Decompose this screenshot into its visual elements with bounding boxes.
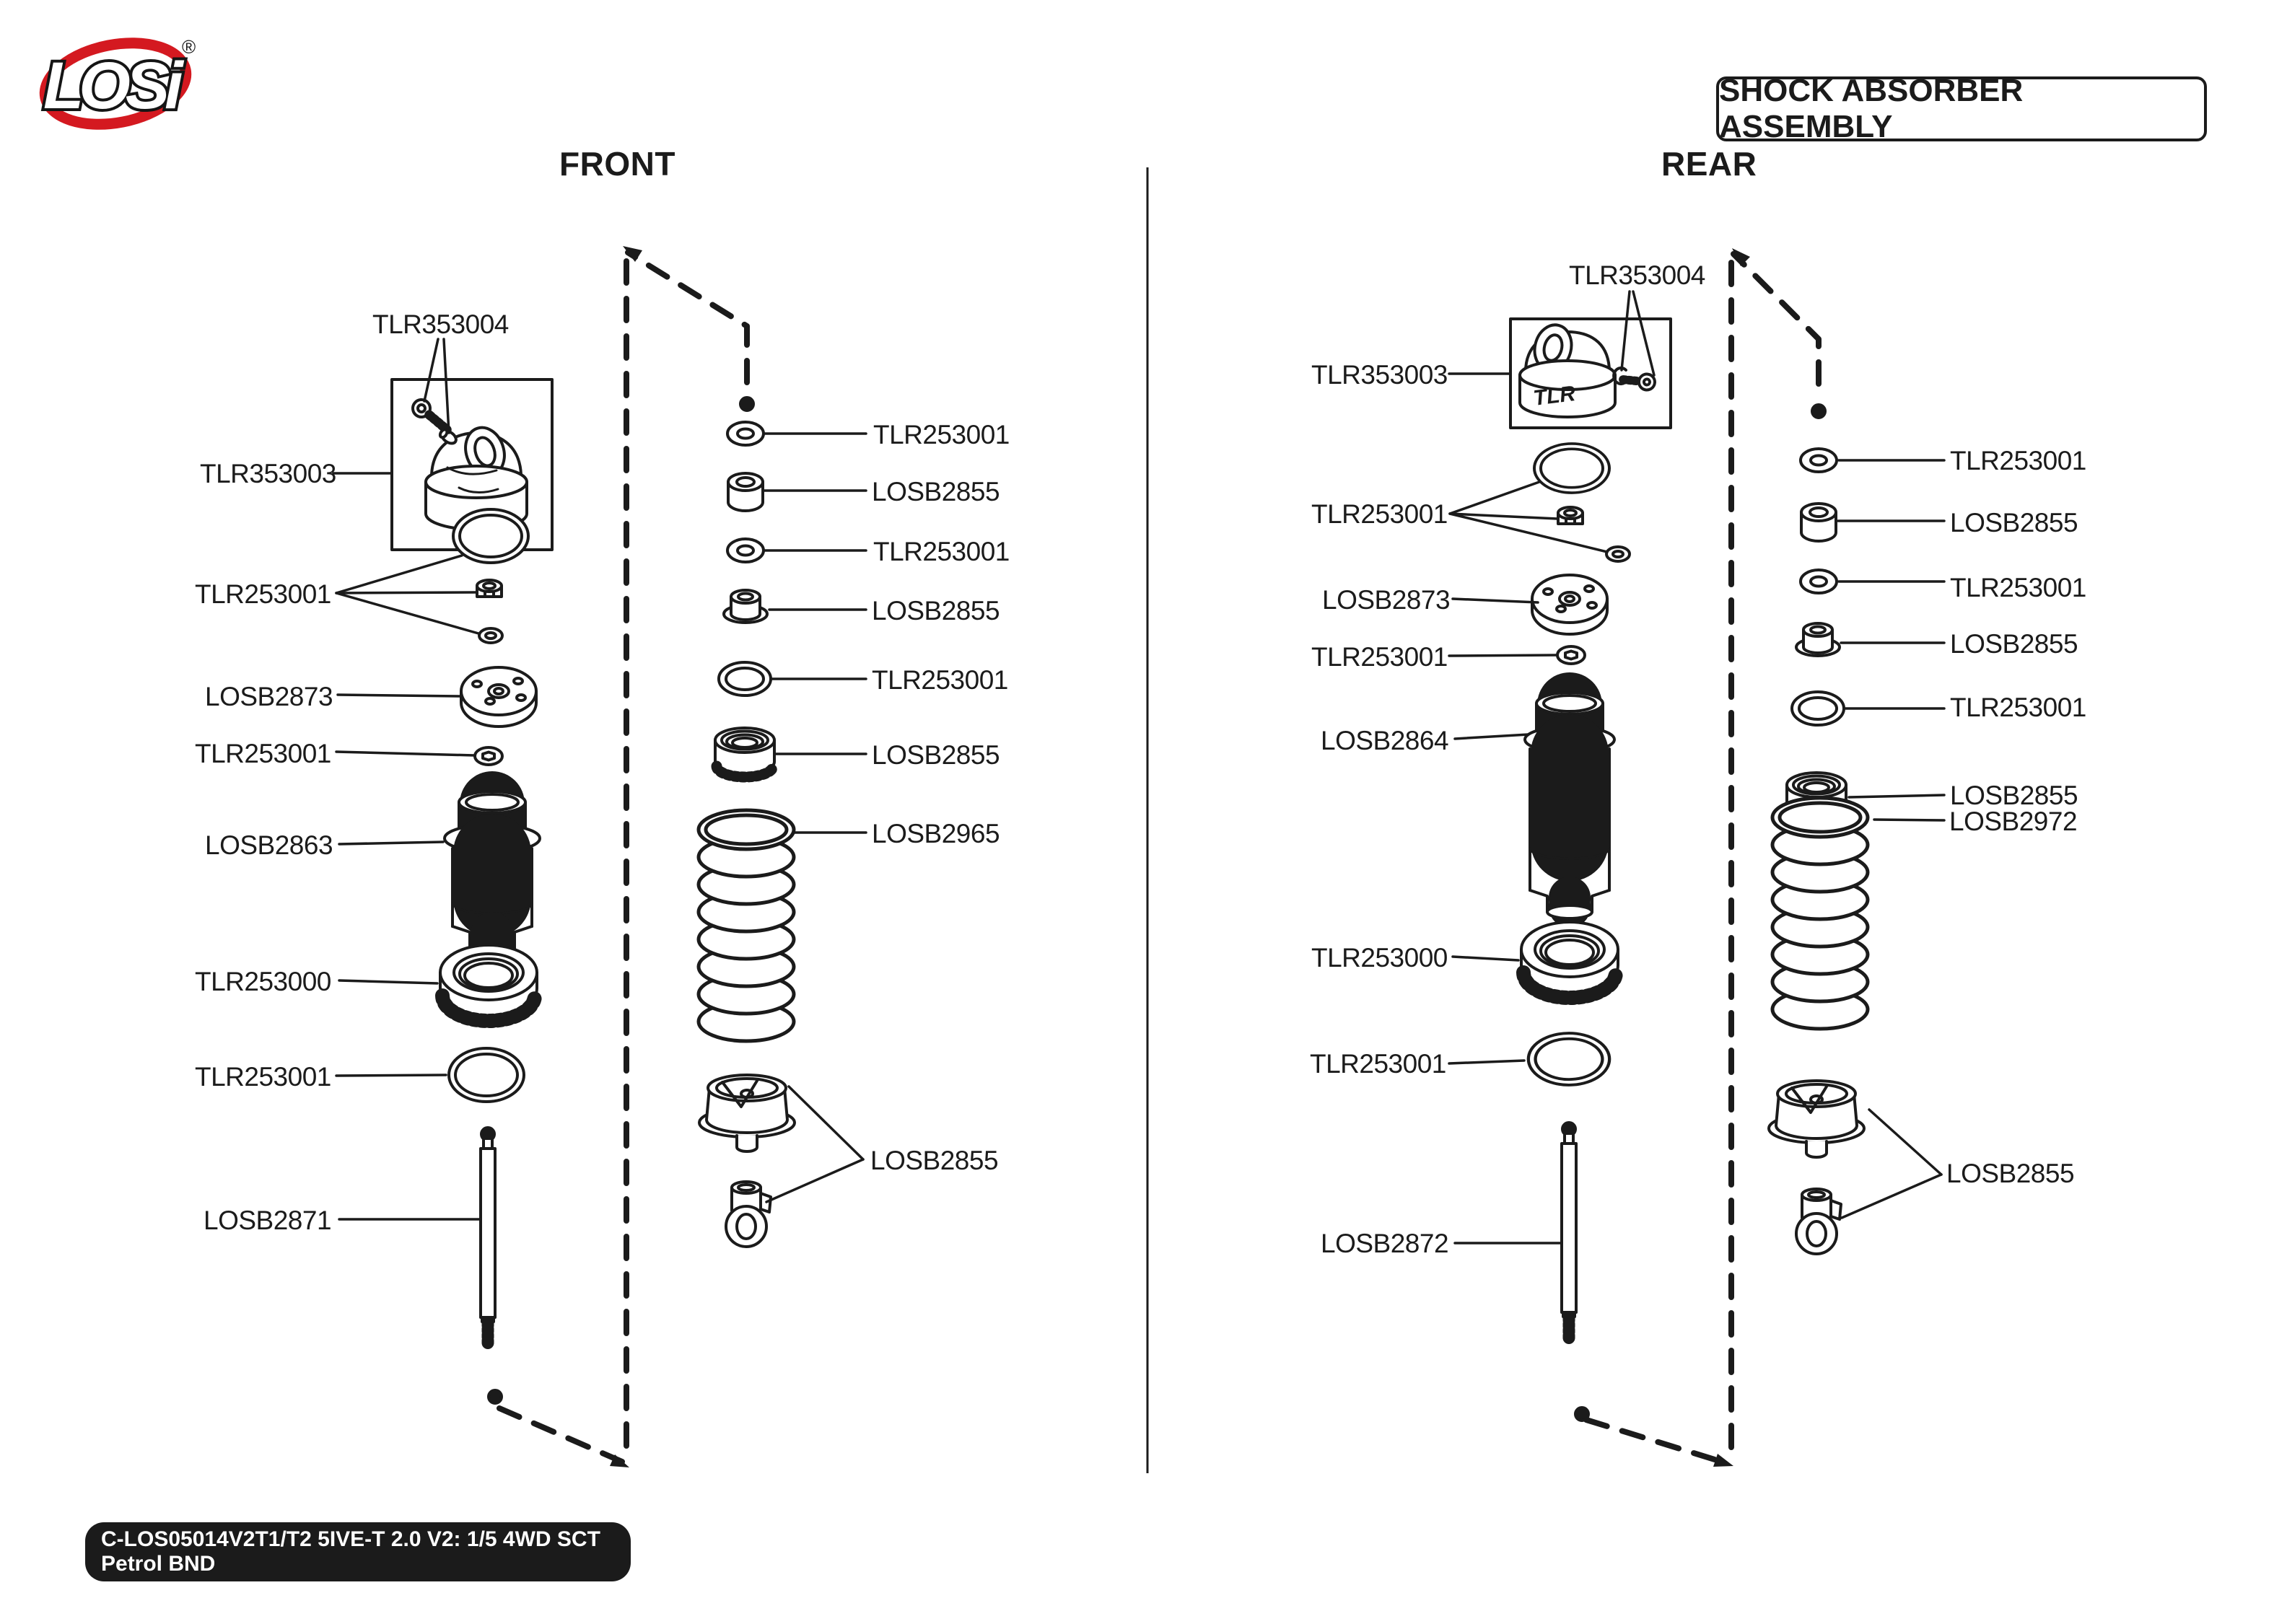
part-label: LOSB2855 — [872, 740, 1000, 770]
part-label: LOSB2855 — [872, 477, 1000, 506]
losi-logo — [38, 26, 204, 136]
rear-assembly-art — [1449, 248, 1944, 1467]
registered-mark: ® — [182, 36, 196, 58]
rear-pivot-ball-top — [1812, 405, 1825, 418]
part-label: TLR253001 — [873, 420, 1010, 449]
part-label: TLR253001 — [1311, 642, 1448, 672]
front-cap-nut — [715, 728, 774, 777]
rear-leader-lines — [1449, 291, 1944, 1243]
front-washer-small — [479, 628, 502, 643]
part-label: TLR253000 — [195, 967, 331, 996]
front-spring — [699, 810, 794, 1041]
rear-lock-nut — [1558, 507, 1583, 524]
part-label: TLR253001 — [872, 665, 1008, 695]
front-washer-hex — [475, 747, 502, 765]
front-rod-end — [726, 1182, 771, 1247]
front-section-heading: FRONT — [559, 145, 675, 183]
part-label: TLR353004 — [1569, 260, 1705, 290]
part-label: TLR353003 — [200, 459, 336, 488]
front-shock-body — [445, 791, 540, 957]
part-label: LOSB2855 — [1950, 781, 2078, 810]
part-label: LOSB2965 — [872, 819, 1000, 848]
front-spring-cup — [699, 1075, 795, 1151]
part-label: LOSB2863 — [205, 830, 333, 860]
rear-washer-2 — [1801, 570, 1837, 593]
front-oring-large — [453, 509, 528, 563]
part-label: LOSB2972 — [1949, 807, 2078, 836]
rear-adjuster-collar — [1521, 922, 1618, 998]
part-label: TLR253001 — [195, 739, 331, 768]
front-bushing-flanged — [724, 590, 767, 623]
part-label: TLR253000 — [1311, 943, 1448, 973]
front-pivot-ball-bottom — [489, 1390, 502, 1403]
part-label: LOSB2855 — [1950, 629, 2078, 659]
front-oring-small — [719, 662, 771, 695]
part-label: LOSB2855 — [870, 1146, 999, 1175]
part-label: TLR353003 — [1311, 360, 1448, 390]
rear-washer-small — [1606, 547, 1630, 561]
footer-part-code: C-LOS05014V2T1/T2 5IVE-T 2.0 V2: 1/5 4WD SCT Petrol BND — [101, 1527, 600, 1576]
rear-bushing-flanged — [1796, 623, 1840, 656]
rear-shock-shaft — [1562, 1123, 1576, 1338]
part-label: TLR253001 — [1950, 573, 2086, 602]
part-label: TLR253001 — [1311, 499, 1448, 529]
part-label: TLR253001 — [1950, 693, 2086, 722]
rear-washer-1 — [1801, 449, 1837, 472]
losi-logo-text: LOSi — [43, 49, 178, 123]
rear-shock-body — [1525, 693, 1614, 918]
page-title-box — [1716, 73, 2207, 144]
part-label: TLR253001 — [1950, 446, 2086, 475]
rear-cap-engraving: TLR — [1531, 382, 1577, 411]
front-shock-shaft — [481, 1128, 495, 1343]
footer-part-code-pill — [85, 1522, 631, 1581]
part-label: TLR253001 — [873, 537, 1010, 566]
part-label: LOSB2855 — [872, 596, 1000, 626]
part-label: LOSB2873 — [205, 682, 333, 711]
rear-rod-end — [1796, 1189, 1841, 1254]
part-label: LOSB2855 — [1950, 508, 2078, 537]
front-washer-2 — [727, 539, 764, 562]
part-label: TLR353004 — [372, 310, 509, 339]
rear-oring-large — [1534, 444, 1609, 493]
rear-section-heading: REAR — [1661, 145, 1757, 183]
front-adjuster-collar — [440, 945, 537, 1021]
front-bushing-1 — [728, 473, 763, 511]
front-lock-nut — [477, 580, 502, 597]
front-piston — [461, 667, 536, 727]
front-assembly-art — [333, 246, 866, 1467]
part-label: TLR253001 — [1310, 1049, 1446, 1079]
rear-piston — [1532, 575, 1607, 634]
part-label: LOSB2855 — [1946, 1159, 2075, 1188]
rear-bushing-1 — [1801, 504, 1836, 541]
front-oring-lower — [449, 1048, 524, 1102]
part-label: LOSB2871 — [204, 1206, 332, 1235]
part-label: LOSB2864 — [1321, 726, 1449, 755]
page-title: SHOCK ABSORBER ASSEMBLY — [1719, 73, 2024, 144]
rear-shock-cap — [1520, 321, 1615, 417]
part-label: LOSB2873 — [1322, 585, 1451, 615]
front-washer-1 — [727, 422, 764, 445]
rear-cap-screw — [1622, 372, 1656, 390]
rear-arrow-bottom-icon — [1713, 1454, 1733, 1467]
front-pivot-ball-top — [740, 398, 753, 411]
part-label: TLR253001 — [195, 1062, 331, 1092]
rear-washer-hex — [1557, 646, 1585, 664]
rear-pivot-ball-bottom — [1575, 1408, 1588, 1421]
rear-spring-cup — [1769, 1081, 1864, 1157]
rear-oring-lower — [1529, 1033, 1609, 1085]
rear-oring-small — [1792, 692, 1844, 725]
rear-spring — [1772, 798, 1868, 1029]
part-label: LOSB2872 — [1321, 1229, 1449, 1258]
part-label: TLR253001 — [195, 579, 331, 609]
